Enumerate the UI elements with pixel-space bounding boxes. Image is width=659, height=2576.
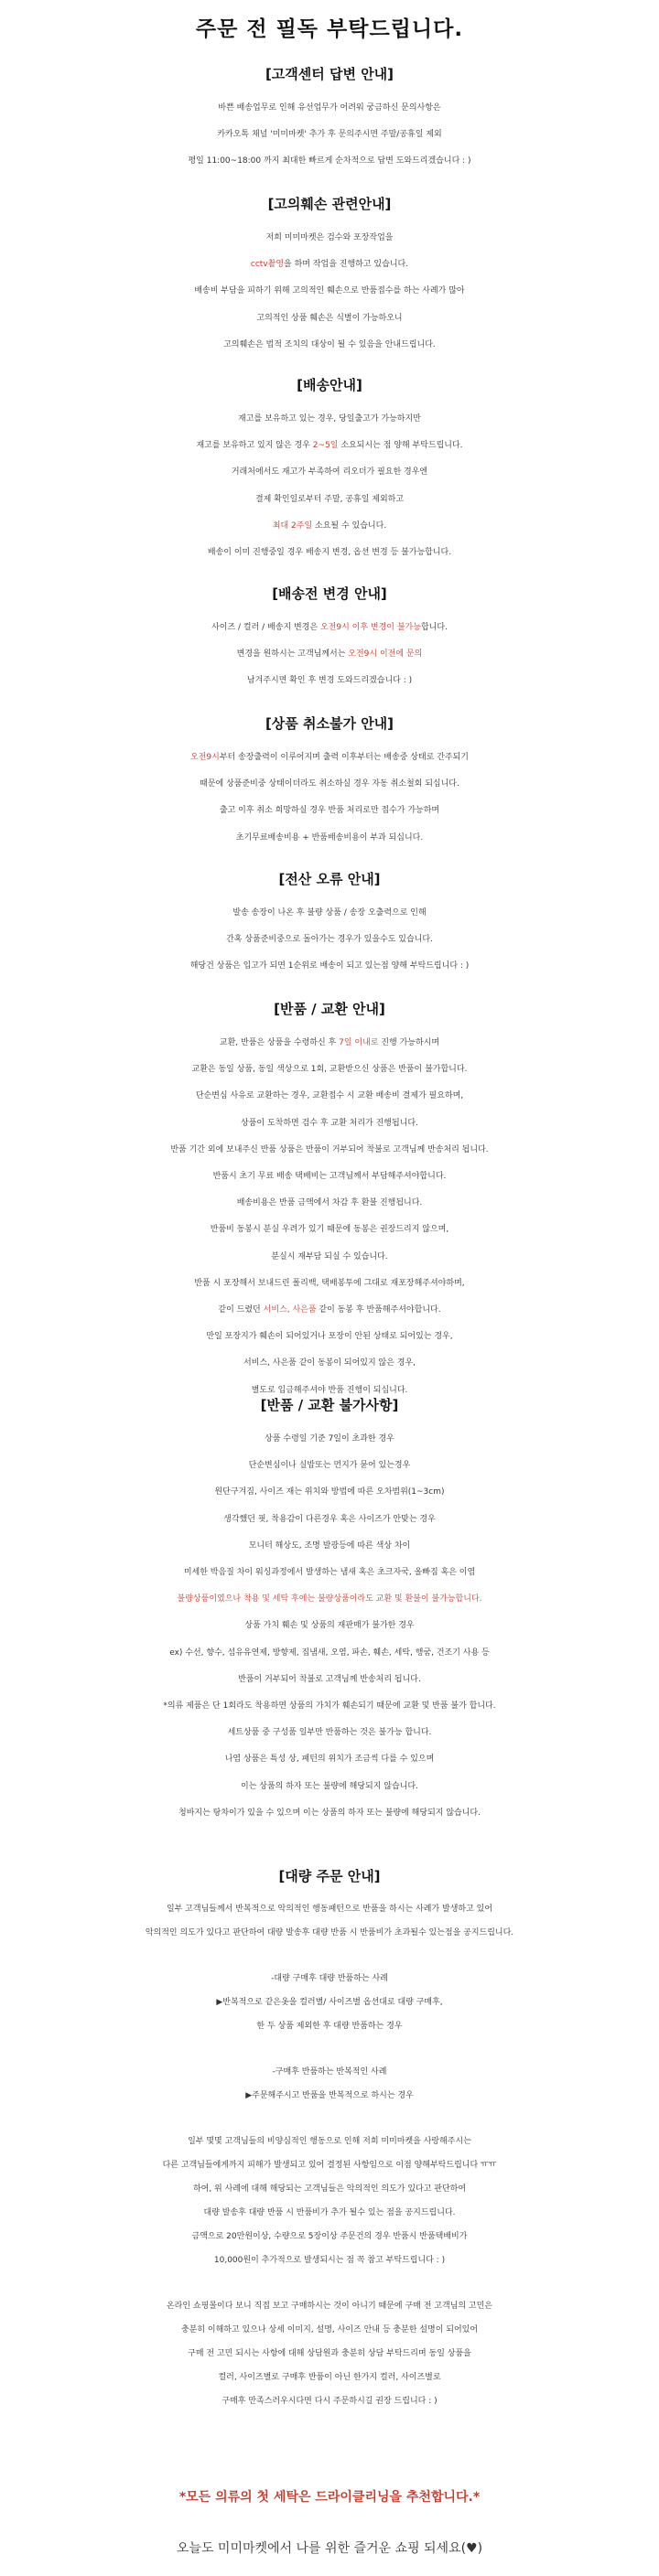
error-section <box>0 869 659 981</box>
return-line: 단순변심 사유로 교환하는 경우, 교환접수 시 교환 배송비 결제가 필요하며, <box>195 1091 464 1101</box>
error-line: 간혹 상품준비중으로 돌아가는 경우가 있을수도 있습니다. <box>226 935 433 945</box>
cctv-highlight: cctv촬영 <box>250 260 285 270</box>
shipping-line: 최대 2주일 소요될 수 있습니다. <box>272 521 387 531</box>
cancel-line: 오전9시부터 송장출력이 이루어지며 출력 이후부터는 배송중 상태로 간주되기 <box>190 753 469 762</box>
bulk-line: 컬러, 사이즈별로 구매후 반품이 아닌 한가지 컬러, 사이즈별로 <box>218 2373 441 2382</box>
bulk-line: 하여, 위 사례에 대해 해당되는 고객님들은 악의적인 의도가 있다고 판단하여 <box>192 2184 467 2194</box>
bulk-line: 충분히 이해하고 있으나 상세 이미지, 설명, 사이즈 안내 등 충분한 설명이 되어있어 <box>180 2325 479 2334</box>
noreturn-line: 이는 상품의 하자 또는 불량에 해당되지 않습니다. <box>241 1781 418 1791</box>
shipping-line: 재고를 보유하고 있지 않은 경우 2~5일 소요되시는 점 양해 부탁드립니다. <box>196 441 463 451</box>
bulk-section <box>0 1866 659 2413</box>
days-highlight: 2~5일 <box>312 441 339 451</box>
defect-warning: 불량상품이였으나 착용 및 세탁 후에는 불량상품이라도 교환 및 환불이 불가능합니다. <box>177 1594 482 1605</box>
period-highlight: 7일 이내로 <box>339 1038 379 1047</box>
cs-line: 평일 11:00~18:00 까지 최대한 빠르게 순차적으로 답변 도와드리겠습니다 : ) <box>188 156 471 166</box>
bulk-line: 대량 발송후 대량 반품 시 반품비가 추가 될수 있는 점을 공지드립니다. <box>203 2208 456 2217</box>
bulk-line: 구매후 만족스러우시다면 다시 주문하시길 권장 드립니다 : ) <box>221 2397 438 2406</box>
return-line: 같이 드렸던 서비스, 사은품 같이 동봉 후 반품해주셔야합니다. <box>218 1305 441 1315</box>
return-line: 분실시 재부담 되실 수 있습니다. <box>271 1251 388 1261</box>
cs-section <box>0 64 659 176</box>
damage-line: 저희 미미마켓은 검수와 포장작업을 <box>265 233 394 242</box>
damage-section <box>0 194 659 359</box>
cs-heading: [고객센터 답변 안내] <box>265 66 394 82</box>
deadline-highlight: 오전9시 이후 변경이 불가능 <box>319 623 421 632</box>
return-line: 교환은 동일 상품, 동일 색상으로 1회, 교환받으신 상품은 반품이 불가합니다. <box>191 1065 468 1075</box>
noreturn-line: 청바지는 탕차이가 있을 수 있으며 이는 상품의 하자 또는 불량에 해당되지 않습니다. <box>178 1808 481 1818</box>
return-line: 반품시 초기 무료 배송 택배비는 고객님께서 부담해주셔야합니다. <box>212 1172 447 1182</box>
noreturn-section <box>0 1395 659 1827</box>
noreturn-line: 원단구겨짐, 사이즈 재는 위치와 방법에 따른 오차범위(1~3cm) <box>214 1487 445 1497</box>
bulk-heading: [대량 주문 안내] <box>278 1868 381 1884</box>
bulk-line: 구매 전 고민 되시는 사항에 대해 상담원과 충분히 상담 부탁드리며 동일 상품을 <box>188 2349 471 2358</box>
gift-highlight: 서비스, 사은품 <box>263 1305 317 1315</box>
return-line: 반품비 동봉시 분실 우려가 있기 때문에 동봉은 권장드리지 않으며, <box>210 1225 449 1235</box>
return-line: 반품 시 포장해서 보내드린 폴리백, 택배봉투에 그대로 재포장해주셔야하며, <box>194 1278 465 1288</box>
noreturn-line: 반품이 거부되어 착불로 고객님께 반송처리 됩니다. <box>238 1674 421 1684</box>
noreturn-line: *의류 제품은 단 1회라도 착용하면 상품의 가치가 훼손되기 때문에 교환 및 반품 불가 합니다. <box>163 1701 496 1712</box>
bulk-line: 일부 고객님들께서 반복적으로 악의적인 행동패턴으로 반품을 하시는 사례가 발생하고 있어 <box>166 1905 493 1914</box>
shipping-line: 거래처에서도 재고가 부족하여 리오더가 필요한 경우엔 <box>231 467 428 478</box>
bulk-line: -구매후 반품하는 반복적인 사례 <box>272 2067 387 2077</box>
bulk-line: 일부 몇몇 고객님들의 비양심적인 행동으로 인해 저희 미미마켓을 사랑해주시는 <box>188 2137 471 2146</box>
bulk-line: 온라인 쇼핑몰이다 보니 직접 보고 구매하시는 것이 아니기 때문에 구매 전 고객님의 고민은 <box>166 2302 492 2311</box>
cancel-heading: [상품 취소불가 안내] <box>265 715 394 732</box>
change-line: 사이즈 / 컬러 / 배송지 변경은 오전9시 이후 변경이 불가능합니다. <box>211 623 448 632</box>
cs-line: 카카오톡 채널 '미미마켓' 추가 후 문의주시면 주말/공휴일 제외 <box>217 130 442 140</box>
cancel-line: 초기무료배송비용 + 반품배송비용이 부과 되십니다. <box>235 832 424 843</box>
shipping-line: 배송이 이미 진행중일 경우 배송지 변경, 옵션 변경 등 불가능합니다. <box>207 548 452 558</box>
noreturn-line: 단순변심이나 실밥또는 먼지가 묻어 있는경우 <box>248 1461 411 1471</box>
noreturn-line: 나염 상품은 특성 상, 패턴의 위치가 조금씩 다를 수 있으며 <box>224 1755 435 1765</box>
shipping-line: 재고를 보유하고 있는 경우, 당일출고가 가능하지만 <box>238 414 421 424</box>
change-line: 남겨주시면 확인 후 변경 도와드리겠습니다 : ) <box>246 676 413 686</box>
bulk-line: -대량 구매후 대량 반품하는 사례 <box>271 1974 388 1983</box>
damage-line: cctv촬영을 하며 작업을 진행하고 있습니다. <box>250 260 409 270</box>
return-line: 서비스, 사은품 같이 동봉이 되어있지 않은 경우, <box>243 1358 416 1368</box>
bulk-line: 다른 고객님들에게까지 피해가 발생되고 있어 결정된 사항임으로 이점 양해부탁드립니다 ㅠㅠ <box>162 2161 497 2170</box>
damage-line: 고의적인 상품 훼손은 식별이 가능하오니 <box>256 313 403 323</box>
shipping-heading: [배송안내] <box>297 377 362 393</box>
noreturn-line: 상품 가치 훼손 및 상품의 재판매가 불가한 경우 <box>244 1621 415 1631</box>
return-line: 별도로 입금해주셔야 반품 진행이 되십니다. <box>251 1385 408 1395</box>
return-line: 상품이 도착하면 검수 후 교환 처리가 진행됩니다. <box>241 1118 418 1128</box>
laundry-notice: *모든 의류의 첫 세탁은 드라이클리닝을 추천합니다.* <box>178 2490 481 2505</box>
return-line: 만일 포장지가 훼손이 되어있거나 포장이 안된 상태로 되어있는 경우, <box>206 1332 453 1342</box>
time-highlight: 오전9시 <box>190 753 220 762</box>
return-line: 반품 기간 외에 보내주신 반품 상품은 반품이 거부되어 착불로 고객님께 반송처리 됩니다. <box>170 1144 489 1154</box>
shipping-line: 결제 확인일로부터 주말, 공휴일 제외하고 <box>254 494 405 504</box>
return-section <box>0 999 659 1404</box>
noreturn-line: ex) 수선, 향수, 섬유유연제, 방향제, 집냄새, 오염, 파손, 훼손, 세탁, 행굼, 건조기 사용 등 <box>169 1648 490 1658</box>
noreturn-line: 상품 수령일 기준 7일이 초과한 경우 <box>265 1434 394 1444</box>
bulk-line: ▶반복적으로 같은옷을 컬러별/ 사이즈별 옵션대로 대량 구매후, <box>216 1998 443 2007</box>
bulk-line: ▶주문해주시고 반품을 반복적으로 하시는 경우 <box>245 2091 414 2100</box>
bulk-line: 한 두 상품 제외한 후 대량 반품하는 경우 <box>256 2022 403 2031</box>
closing-message: 오늘도 미미마켓에서 나를 위한 즐거운 쇼핑 되세요(♥) <box>176 2541 483 2556</box>
weeks-highlight: 최대 2주일 <box>272 521 313 531</box>
cs-line: 바쁜 배송업무로 인해 유선업무가 어려워 궁금하신 문의사항은 <box>218 103 441 113</box>
bulk-line: 금액으로 20만원이상, 수량으로 5장이상 주문건의 경우 반품시 반품택배비가 <box>191 2232 468 2241</box>
error-heading: [전산 오류 안내] <box>278 871 381 887</box>
shipping-section <box>0 375 659 566</box>
damage-line: 배송비 부담을 피하기 위해 고의적인 훼손으로 반품접수를 하는 사례가 많아 <box>194 286 465 296</box>
noreturn-line: 생각했던 핏, 착용감이 다른경우 혹은 사이즈가 안맞는 경우 <box>223 1514 436 1524</box>
bulk-line: 10,000원이 추가적으로 발생되시는 점 꼭 참고 부탁드립니다 : ) <box>213 2256 446 2265</box>
change-line: 변경을 원하시는 고객님께서는 오전9시 이전에 문의 <box>236 649 423 660</box>
noreturn-line: 미세한 박음질 차이 워싱과정에서 발생하는 냄새 혹은 초크자국, 올빠짐 혹은 이염 <box>183 1568 476 1578</box>
bulk-line: 악의적인 의도가 있다고 판단하여 대량 발송후 대량 반품 시 반품비가 초과될수 있는점을 공지드립니다. <box>145 1928 514 1937</box>
cancel-line: 출고 이후 취소 희망하실 경우 반품 처리로만 접수가 가능하며 <box>219 806 440 816</box>
inquiry-highlight: 오전9시 이전에 문의 <box>348 649 423 660</box>
damage-line: 고의훼손은 법적 조치의 대상이 될 수 있음을 안내드립니다. <box>223 339 436 349</box>
error-line: 해당건 상품은 입고가 되면 1순위로 배송이 되고 있는점 양해 부탁드립니다 : ) <box>189 961 470 971</box>
noreturn-heading: [반품 / 교환 불가사항] <box>260 1397 399 1413</box>
return-heading: [반품 / 교환 안내] <box>274 1001 385 1017</box>
noreturn-line: 모니터 해상도, 조명 발광등에 따른 색상 차이 <box>248 1540 411 1551</box>
damage-heading: [고의훼손 관련안내] <box>267 196 392 212</box>
error-line: 발송 송장이 나온 후 불량 상품 / 송장 오출력으로 인해 <box>232 908 427 918</box>
noreturn-line: 세트상품 중 구성품 일부만 반품하는 것은 불가능 합니다. <box>227 1728 432 1738</box>
page-title: 주문 전 필독 부탁드립니다. <box>195 17 464 41</box>
cancel-line: 때문에 상품준비중 상태이더라도 취소하실 경우 자동 취소철회 되십니다. <box>200 779 459 789</box>
cancel-section <box>0 714 659 852</box>
return-line: 교환, 반품은 상품을 수령하신 후 7일 이내로 진행 가능하시며 <box>219 1038 440 1047</box>
change-section <box>0 584 659 695</box>
change-heading: [배송전 변경 안내] <box>272 585 387 602</box>
return-line: 배송비용은 반품 금액에서 차감 후 환불 진행됩니다. <box>236 1198 423 1208</box>
